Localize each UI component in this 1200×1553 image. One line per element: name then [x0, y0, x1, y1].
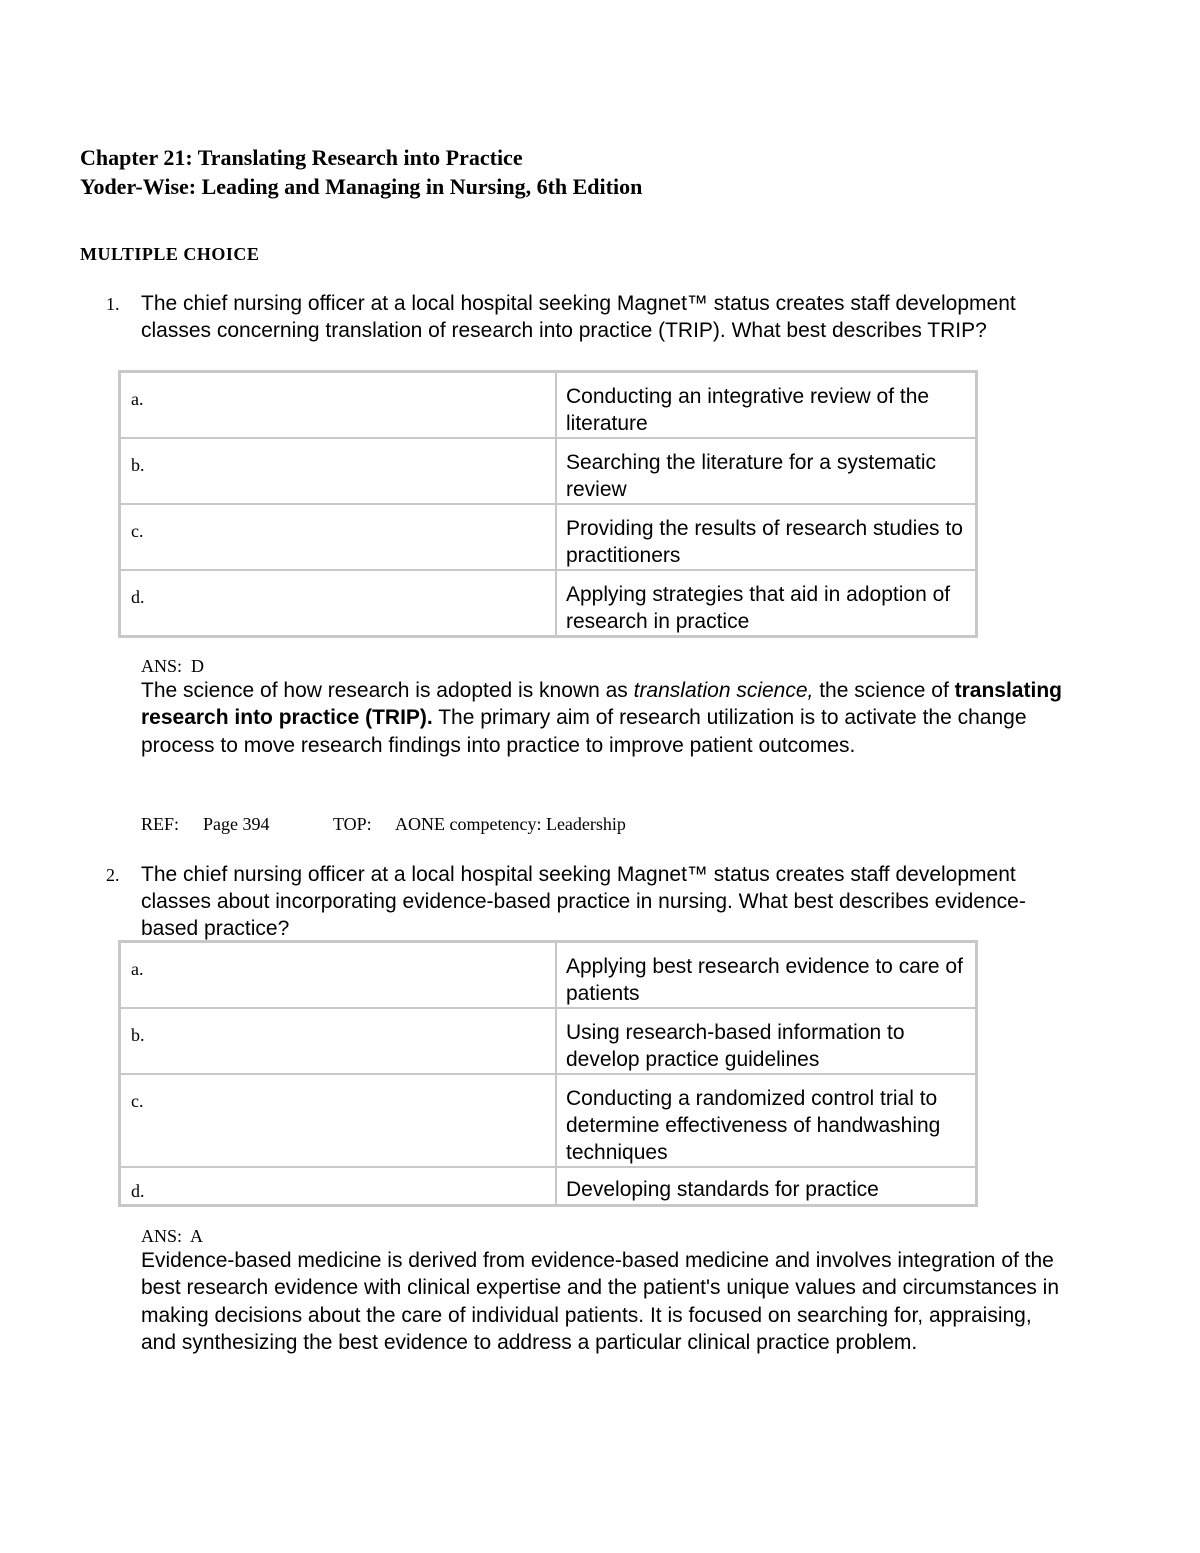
- question-2-choices-table: [118, 940, 978, 1207]
- choice-letter: b.: [120, 438, 556, 504]
- answer-label: ANS:: [141, 1226, 183, 1246]
- choice-letter: c.: [120, 504, 556, 570]
- rationale-text: The science of how research is adopted is known as: [141, 679, 634, 702]
- topic-value: AONE competency: Leadership: [395, 814, 626, 834]
- choice-row: [120, 438, 976, 504]
- choice-letter: a.: [120, 372, 556, 438]
- choice-row: [120, 570, 976, 636]
- choice-letter: d.: [120, 570, 556, 636]
- question-1-answer: [141, 654, 204, 678]
- choice-row: [120, 504, 976, 570]
- question-1-number: 1.: [106, 294, 120, 314]
- question-2-stem: The chief nursing officer at a local hospital seeking Magnet™ status creates staff development classes about incorporating evidence-based practice in nursing. What best describes evidence-based practice?: [141, 863, 1026, 940]
- choice-row: [120, 1074, 976, 1167]
- choice-text: Providing the results of research studies to practitioners: [556, 504, 976, 570]
- choice-letter: d.: [120, 1167, 556, 1205]
- question-2-number: 2.: [106, 865, 120, 885]
- answer-label: ANS:: [141, 656, 183, 676]
- rationale-text: The primary aim of research utilization is to activate the change process to move research findings into practice to improve patient outcomes.: [141, 706, 1027, 757]
- choice-text: Searching the literature for a systematic review: [556, 438, 976, 504]
- choice-row: [120, 372, 976, 438]
- rationale-bold-term: translating research into practice (TRIP).: [141, 679, 1062, 730]
- answer-value: A: [190, 1226, 204, 1246]
- rationale-text: the science of: [813, 679, 955, 702]
- question-1-choices-table: [118, 370, 978, 638]
- topic-label: TOP:: [333, 814, 372, 834]
- choice-text: Conducting an integrative review of the literature: [556, 372, 976, 438]
- ref-label: REF:: [141, 814, 180, 834]
- choice-letter: a.: [120, 942, 556, 1008]
- choice-text: Applying best research evidence to care of patients: [556, 942, 976, 1008]
- ref-value: Page 394: [203, 814, 270, 834]
- question-1-reference: [141, 812, 626, 836]
- question-2-rationale: Evidence-based medicine is derived from evidence-based medicine and involves integration of the best research evidence with clinical expertise and the patient's unique values and circumstances in making decisions about the care of individual patients. It is focused on searching for, appraising, and synthesizing the best evidence to address a particular clinical practice problem.: [141, 1249, 1060, 1354]
- section-heading: MULTIPLE CHOICE: [80, 244, 260, 264]
- chapter-title: Chapter 21: Translating Research into Practice: [80, 145, 523, 170]
- question-1-stem: The chief nursing officer at a local hospital seeking Magnet™ status creates staff development classes concerning translation of research into practice (TRIP). What best describes TRIP?: [141, 292, 1016, 342]
- choice-text: Applying strategies that aid in adoption of research in practice: [556, 570, 976, 636]
- choice-row: [120, 1167, 976, 1205]
- answer-value: D: [191, 656, 205, 676]
- choice-letter: b.: [120, 1008, 556, 1074]
- question-1-rationale: [141, 677, 1071, 759]
- book-title: Yoder-Wise: Leading and Managing in Nursing, 6th Edition: [80, 174, 643, 199]
- choice-text: Conducting a randomized control trial to determine effectiveness of handwashing techniques: [556, 1074, 976, 1167]
- rationale-italic-term: translation science,: [633, 679, 814, 702]
- choice-row: [120, 1008, 976, 1074]
- choice-row: [120, 942, 976, 1008]
- question-2-answer: [141, 1224, 203, 1248]
- choice-text: Developing standards for practice: [556, 1167, 976, 1205]
- choice-letter: c.: [120, 1074, 556, 1167]
- choice-text: Using research-based information to develop practice guidelines: [556, 1008, 976, 1074]
